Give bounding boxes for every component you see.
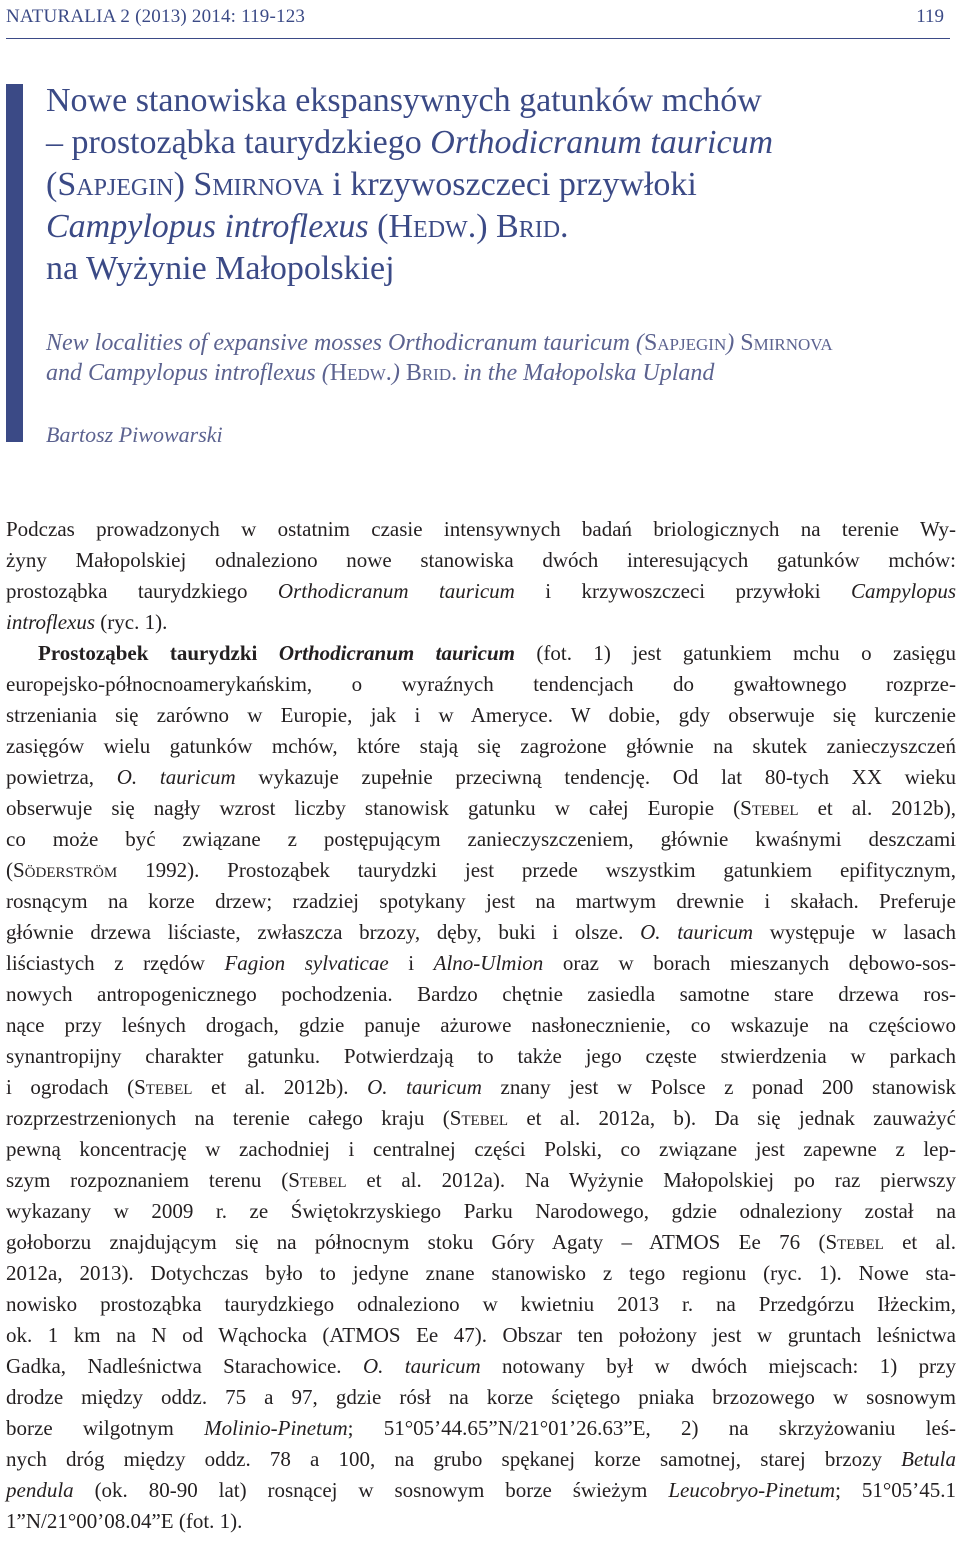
english-title-line: and Campylopus introflexus (Hedw.) Brid. in the Małopolska Upland (46, 360, 715, 386)
running-header (6, 2, 950, 39)
english-title (46, 328, 946, 388)
paragraph: Podczas prowadzonych w ostatnim czasie intensywnych badań briologicznych na terenie Wy- żyny Małopolskiej odnaleziono nowe stanowiska dwóch interesujących gatunków mchów: prostoząbka taurydzkiego Orthodicranum tauricum i krzywoszczeci przywłoki Campylopus introflexus (ryc. 1). (6, 517, 957, 634)
english-title-line: New localities of expansive mosses Orthodicranum tauricum (Sapjegin) Smirnova (46, 330, 833, 356)
page-number: 119 (916, 6, 944, 27)
article-title (46, 80, 946, 290)
article-body (6, 514, 956, 1537)
author-name: Bartosz Piwowarski (46, 422, 223, 447)
title-accent-bar (6, 84, 23, 442)
title-line: (Sapjegin) Smirnova i krzywoszczeci przywłoki (46, 166, 697, 203)
journal-citation: NATURALIA 2 (2013) 2014: 119-123 (6, 6, 306, 27)
title-line: Nowe stanowiska ekspansywnych gatunków mchów (46, 82, 762, 119)
title-line: Campylopus introflexus (Hedw.) Brid. (46, 208, 569, 245)
paragraph: Prostoząbek taurydzki Orthodicranum tauricum (fot. 1) jest gatunkiem mchu o zasięgu europejsko-północnoamerykańskim, o wyraźnych tendencjach do gwałtownego rozprze- strzeniania się zarówno w Europie, jak i w Ameryce. W dobie, gdy obserwuje się kurczenie zasięgów wielu gatunków mchów, które stają się zagrożone głównie na skutek zanieczyszczeń powietrza, O. tauricum wykazuje zupełnie przeciwną tendencję. Od lat 80-tych XX wieku obserwuje się nagły wzrost liczby stanowisk gatunku w całej Europie (Stebel et al. 2012b), co może być związane z postępującym zanieczyszczeniem, głównie kwaśnymi deszczami (Söderström 1992). Prostoząbek taurydzki jest przede wszystkim gatunkiem epifitycznym, rosnącym na korze drzew; rzadziej spotykany jest na martwym drewnie i skałach. Preferuje głównie drzewa liściaste, zwłaszcza brzozy, dęby, buki i olsze. O. tauricum występuje w lasach liściastych z rzędów Fagion sylvaticae i Alno-Ulmion oraz w borach mieszanych dębowo-sos- nowych antropogenicznego pochodzenia. Bardzo chętnie zasiedla samotne stare drzewa ros- nące przy leśnych drogach, gdzie panuje ażurowe nasłonecznienie, co wskazuje na częściowo synantropijny charakter gatunku. Potwierdzają to także jego częste stwierdzenia w parkach i ogrodach (Stebel et al. 2012b). O. tauricum znany jest w Polsce z ponad 200 stanowisk rozprzestrzenionych na terenie całego kraju (Stebel et al. 2012a, b). Da się jednak zauważyć pewną koncentrację w zachodniej i centralnej części Polski, co związane jest zapewne z lep- szym rozpoznaniem terenu (Stebel et al. 2012a). Na Wyżynie Małopolskiej po raz pierwszy wykazany w 2009 r. ze Świętokrzyskiego Parku Narodowego, gdzie odnaleziony został na gołoborzu znajdującym się na północnym stoku Góry Agaty – ATMOS Ee 76 (Stebel et al. 2012a, 2013). Dotychczas było to jedyne znane stanowisko z tego regionu (ryc. 1). Nowe sta- nowisko prostoząbka taurydzkiego odnaleziono w kwietniu 2013 r. na Przedgórzu Iłżeckim, ok. 1 km na N od Wąchocka (ATMOS Ee 47). Obszar ten położony jest w gruntach leśnictwa Gadka, Nadleśnictwa Starachowice. O. tauricum notowany był w dwóch miejscach: 1) przy drodze między oddz. 75 a 97, gdzie rósł na korze ściętego pniaka brzozowego w sosnowym borze wilgotnym Molinio-Pinetum; 51°05’44.65”N/21°01’26.63”E, 2) na skrzyżowaniu leś- nych dróg między oddz. 78 a 100, na grubo spękanej korze samotnej, starej brzozy Betula pendula (ok. 80-90 lat) rosnącej w sosnowym borze świeżym Leucobryo-Pinetum; 51°05’45.1 1”N/21°00’08.04”E (fot. 1). (6, 641, 957, 1533)
title-line: na Wyżynie Małopolskiej (46, 250, 395, 287)
title-line: – prostoząbka taurydzkiego Orthodicranum tauricum (46, 124, 774, 161)
